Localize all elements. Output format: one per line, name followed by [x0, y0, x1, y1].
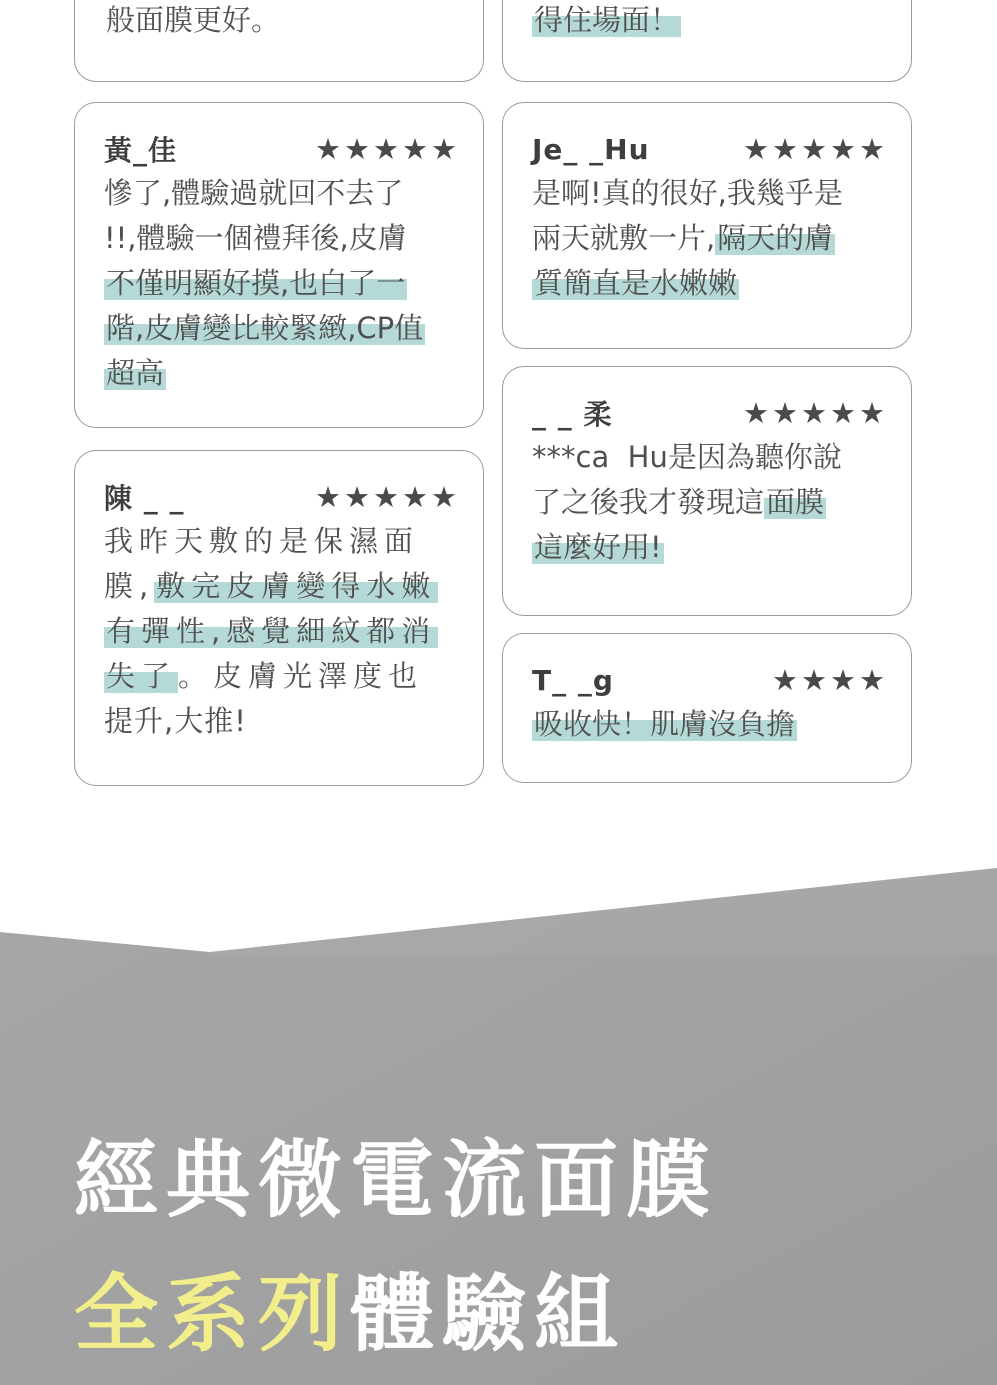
star-icon: ★ [402, 479, 428, 514]
promo-banner [0, 860, 997, 1385]
star-icon: ★ [859, 662, 885, 697]
star-rating [772, 662, 885, 697]
review-card-4 [502, 366, 912, 616]
reviewer-name: T_ _g [532, 663, 614, 697]
star-icon: ★ [830, 131, 856, 166]
star-icon: ★ [859, 395, 885, 430]
review-card-partial-left [74, 0, 484, 82]
star-icon: ★ [772, 395, 798, 430]
star-icon: ★ [315, 479, 341, 514]
review-text: ***ca Hu是因為聽你說 了之後我才發現這面膜 這麼好用! [532, 440, 842, 564]
star-icon: ★ [772, 662, 798, 697]
star-icon: ★ [772, 131, 798, 166]
star-icon: ★ [431, 131, 457, 166]
star-icon: ★ [743, 395, 769, 430]
star-icon: ★ [431, 479, 457, 514]
star-icon: ★ [830, 395, 856, 430]
review-card-5 [502, 633, 912, 783]
star-icon: ★ [801, 131, 827, 166]
star-rating [315, 131, 457, 166]
star-rating [743, 131, 885, 166]
reviewer-name: Je_ _Hu [532, 132, 650, 166]
star-rating [315, 479, 457, 514]
promo-subtitle-rest: 體驗組 [350, 1265, 627, 1363]
reviewer-name: _ _ 柔 [532, 398, 613, 431]
star-icon: ★ [373, 479, 399, 514]
review-text: 是啊!真的很好,我幾乎是 兩天就敷一片,隔天的膚 質簡直是水嫩嫩 [532, 176, 843, 300]
star-icon: ★ [743, 131, 769, 166]
review-text: 吸收快！肌膚沒負擔 [534, 707, 796, 741]
review-text: 得住場面！ [534, 3, 680, 37]
star-icon: ★ [373, 131, 399, 166]
promo-subtitle [74, 1265, 627, 1363]
review-card-2 [502, 102, 912, 349]
review-text: 般面膜更好。 [106, 3, 281, 37]
star-icon: ★ [801, 662, 827, 697]
promo-title: 經典微電流面膜 [74, 1131, 719, 1229]
star-icon: ★ [402, 131, 428, 166]
star-rating [743, 395, 885, 430]
reviewer-name: 陳 _ _ [104, 482, 185, 515]
reviewer-name: 黃_佳 [104, 134, 178, 167]
review-card-3 [74, 450, 484, 786]
review-text: 我昨天敷的是保濕面 膜,敷完皮膚變得水嫩 有彈性,感覺細紋都消 失了。皮膚光澤度也 提升,大推! [104, 524, 437, 738]
star-icon: ★ [344, 479, 370, 514]
star-icon: ★ [315, 131, 341, 166]
review-card-1 [74, 102, 484, 428]
promo-subtitle-accent: 全系列 [74, 1265, 351, 1363]
star-icon: ★ [801, 395, 827, 430]
star-icon: ★ [830, 662, 856, 697]
star-icon: ★ [344, 131, 370, 166]
star-icon: ★ [859, 131, 885, 166]
review-text: 慘了,體驗過就回不去了 !!,體驗一個禮拜後,皮膚 不僅明顯好摸,也白了一 階,皮膚變比較緊緻,CP值 超高 [104, 176, 424, 390]
review-card-partial-right [502, 0, 912, 82]
